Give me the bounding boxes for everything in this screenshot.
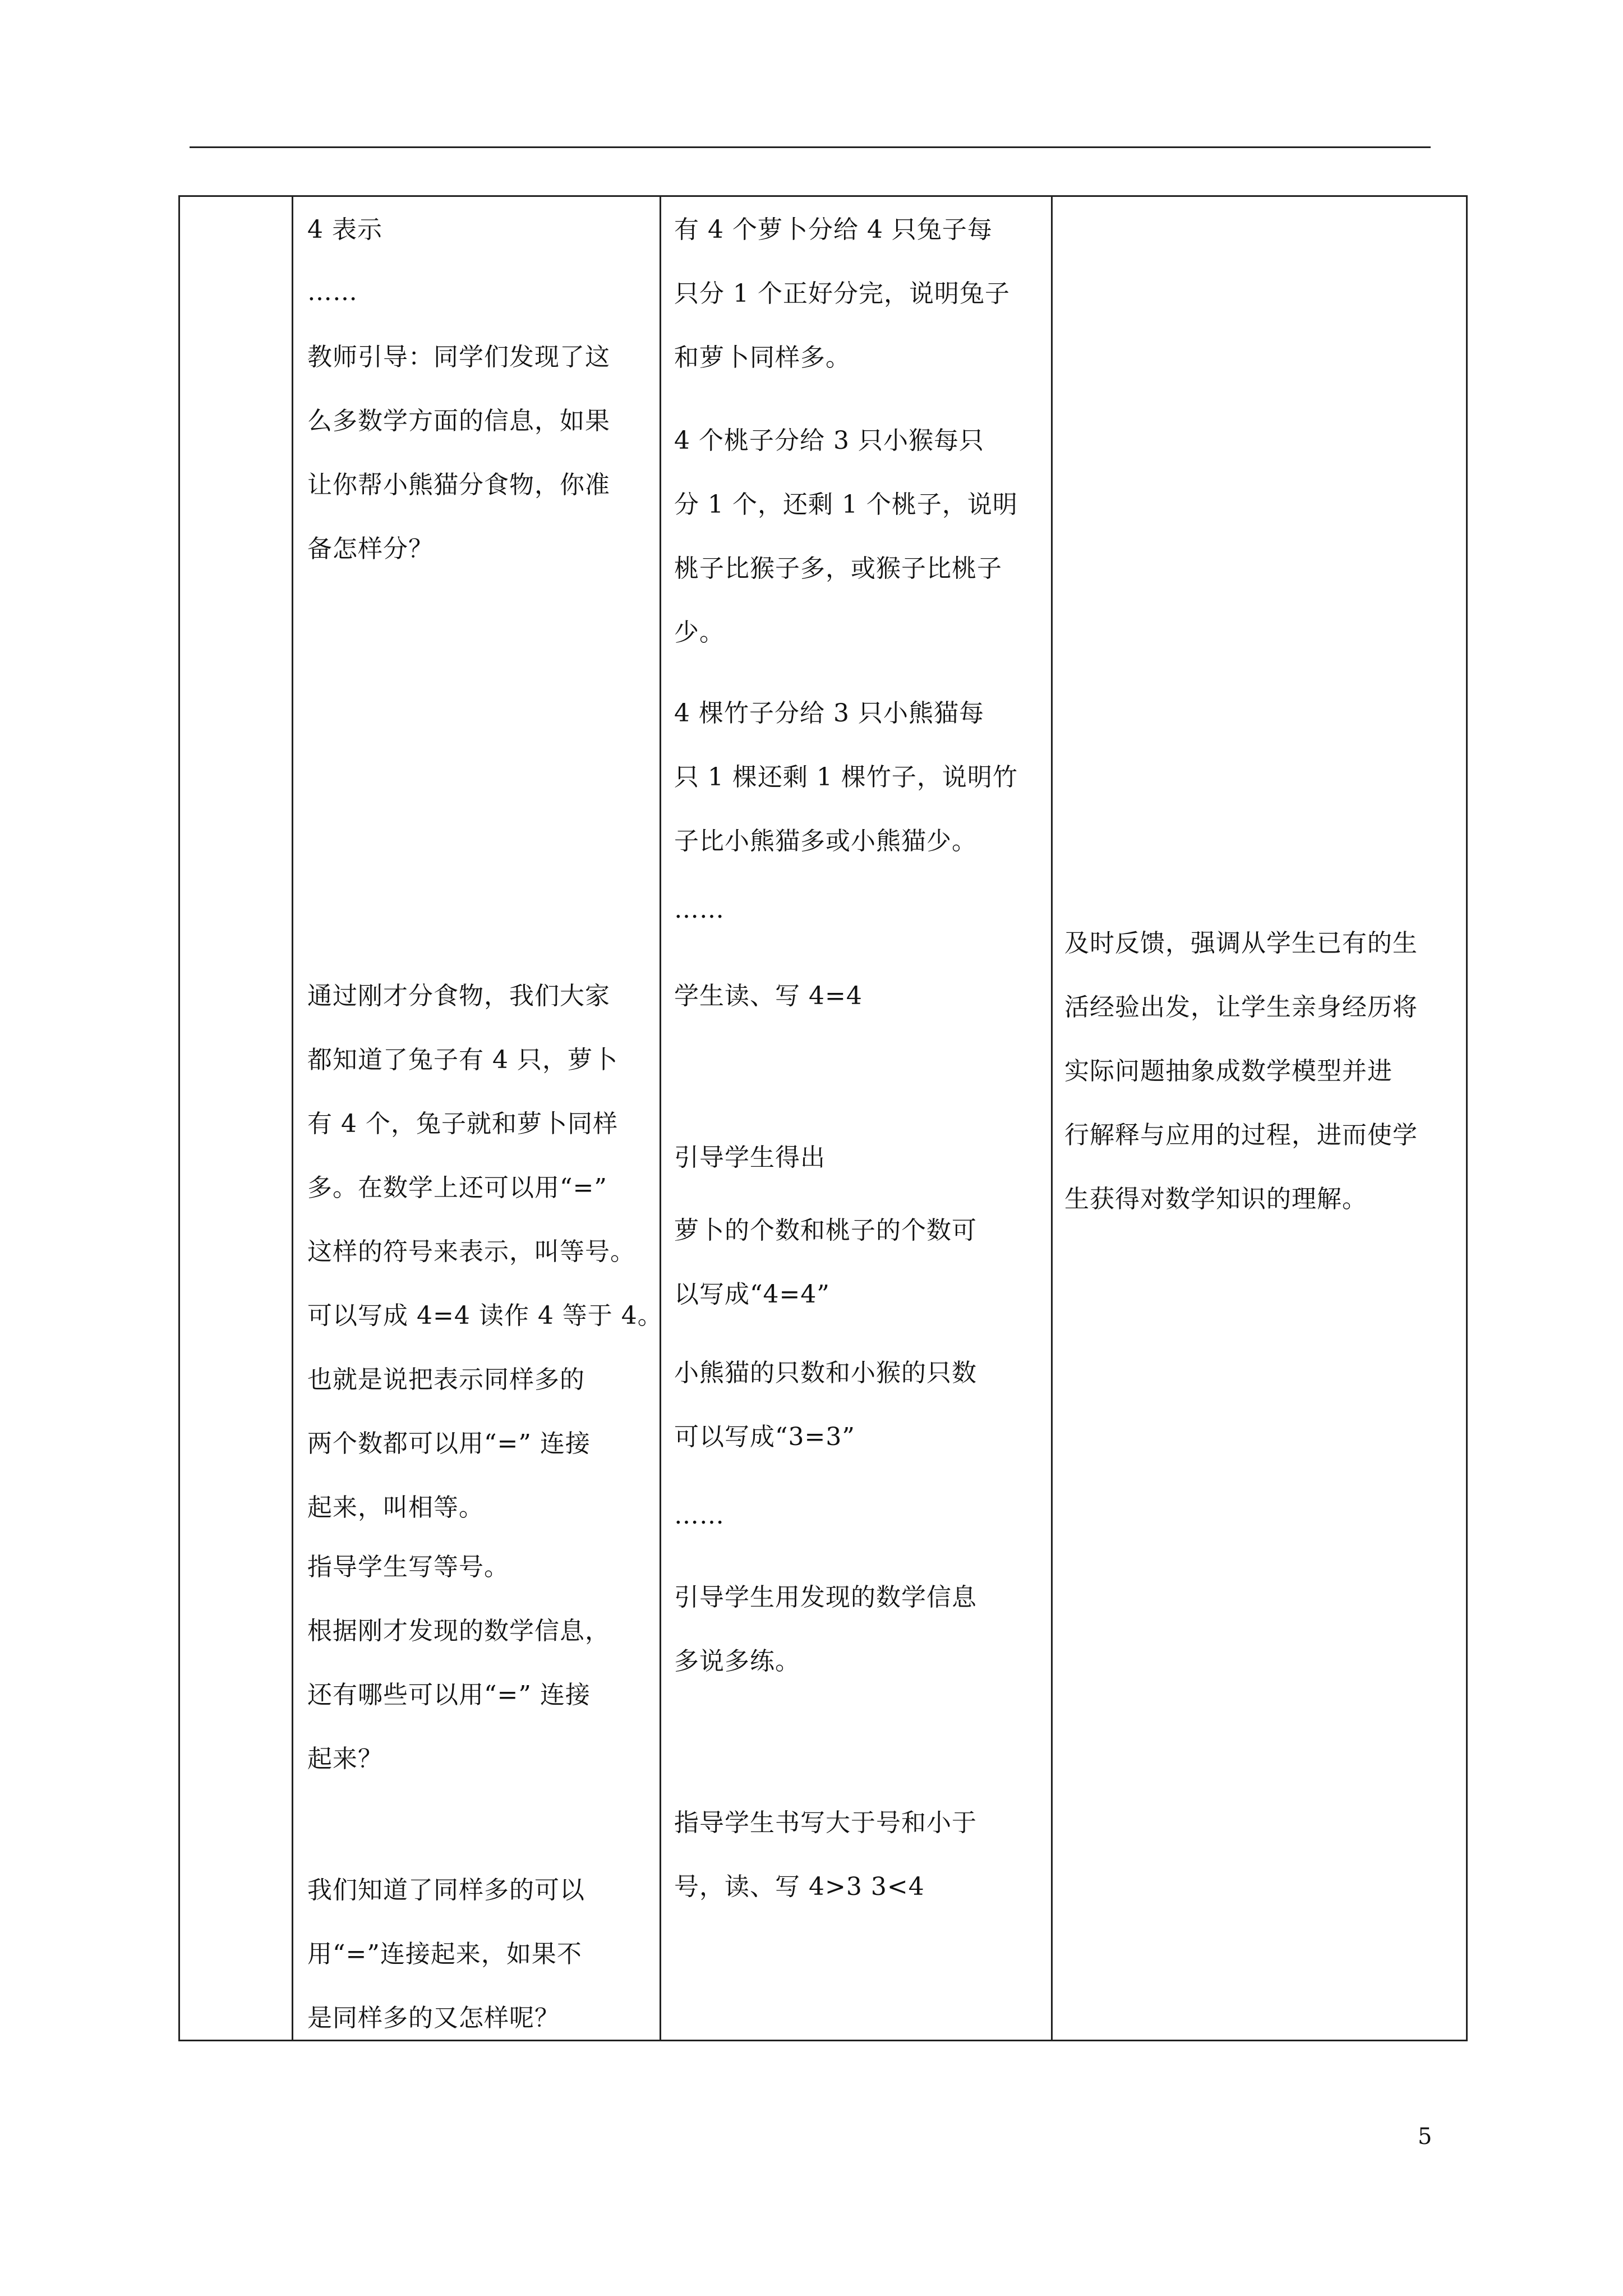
- text-line: 和萝卜同样多。: [674, 343, 851, 372]
- text-line: 两个数都可以用“=” 连接: [307, 1429, 591, 1458]
- text-line: 4 个桃子分给 3 只小猴每只: [674, 426, 984, 455]
- text-line: 生获得对数学知识的理解。: [1064, 1185, 1367, 1213]
- text-line: 小熊猫的只数和小猴的只数: [674, 1359, 977, 1387]
- text-line: 也就是说把表示同样多的: [307, 1365, 585, 1394]
- text-line: 只分 1 个正好分完，说明兔子: [674, 279, 1010, 308]
- column-divider-3: [1051, 195, 1053, 2041]
- column-divider-2: [660, 195, 661, 2041]
- column-divider-1: [292, 195, 293, 2041]
- text-line: 少。: [674, 618, 725, 647]
- text-line: 学生读、写 4=4: [674, 982, 863, 1010]
- text-line: 引导学生得出: [674, 1143, 826, 1172]
- text-line: 以写成“4=4”: [674, 1280, 830, 1309]
- text-line: 我们知道了同样多的可以: [307, 1876, 585, 1904]
- text-line: 可以写成“3=3”: [674, 1423, 855, 1451]
- text-line: 行解释与应用的过程，进而使学: [1064, 1121, 1418, 1149]
- text-line: ……: [674, 895, 725, 924]
- text-line: 通过刚才分食物，我们大家: [307, 982, 610, 1010]
- header-rule: [190, 146, 1431, 148]
- text-line: 教师引导：同学们发现了这: [307, 343, 610, 371]
- text-line: 这样的符号来表示，叫等号。: [307, 1237, 635, 1266]
- text-line: 4 表示: [307, 215, 382, 244]
- text-line: 可以写成 4=4 读作 4 等于 4。: [307, 1301, 663, 1330]
- text-line: 有 4 个，兔子就和萝卜同样: [307, 1110, 618, 1138]
- text-line: 还有哪些可以用“=” 连接: [307, 1681, 591, 1709]
- text-line: 起来，叫相等。: [307, 1493, 484, 1522]
- text-line: 指导学生写等号。: [307, 1553, 509, 1581]
- text-line: 都知道了兔子有 4 只，萝卜: [307, 1046, 618, 1074]
- text-line: 子比小熊猫多或小熊猫少。: [674, 827, 977, 855]
- text-line: 多说多练。: [674, 1647, 800, 1676]
- text-line: 多。在数学上还可以用“=”: [307, 1174, 607, 1202]
- text-line: 是同样多的又怎样呢？: [307, 2004, 560, 2032]
- page-number: 5: [1418, 2124, 1432, 2150]
- text-line: 萝卜的个数和桃子的个数可: [674, 1216, 977, 1245]
- text-line: 活经验出发，让学生亲身经历将: [1064, 993, 1418, 1022]
- text-line: 桃子比猴子多，或猴子比桃子: [674, 554, 1002, 583]
- text-line: ……: [307, 278, 358, 306]
- text-line: 实际问题抽象成数学模型并进: [1064, 1057, 1393, 1085]
- text-line: 么多数学方面的信息，如果: [307, 407, 610, 435]
- text-line: 有 4 个萝卜分给 4 只兔子每: [674, 215, 993, 244]
- text-line: 及时反馈，强调从学生已有的生: [1064, 929, 1418, 958]
- text-line: 备怎样分？: [307, 535, 434, 563]
- text-line: 根据刚才发现的数学信息，: [307, 1617, 610, 1645]
- text-line: 起来？: [307, 1745, 383, 1773]
- text-line: 4 棵竹子分给 3 只小熊猫每: [674, 699, 984, 728]
- text-line: 让你帮小熊猫分食物，你准: [307, 471, 610, 499]
- text-line: ……: [674, 1501, 725, 1530]
- text-line: 只 1 棵还剩 1 棵竹子，说明竹: [674, 763, 1018, 792]
- text-line: 指导学生书写大于号和小于: [674, 1809, 977, 1837]
- text-line: 用“=”连接起来，如果不: [307, 1940, 582, 1968]
- text-line: 分 1 个，还剩 1 个桃子，说明: [674, 490, 1018, 519]
- text-line: 号，读、写 4>3 3<4: [674, 1872, 925, 1901]
- text-line: 引导学生用发现的数学信息: [674, 1583, 977, 1612]
